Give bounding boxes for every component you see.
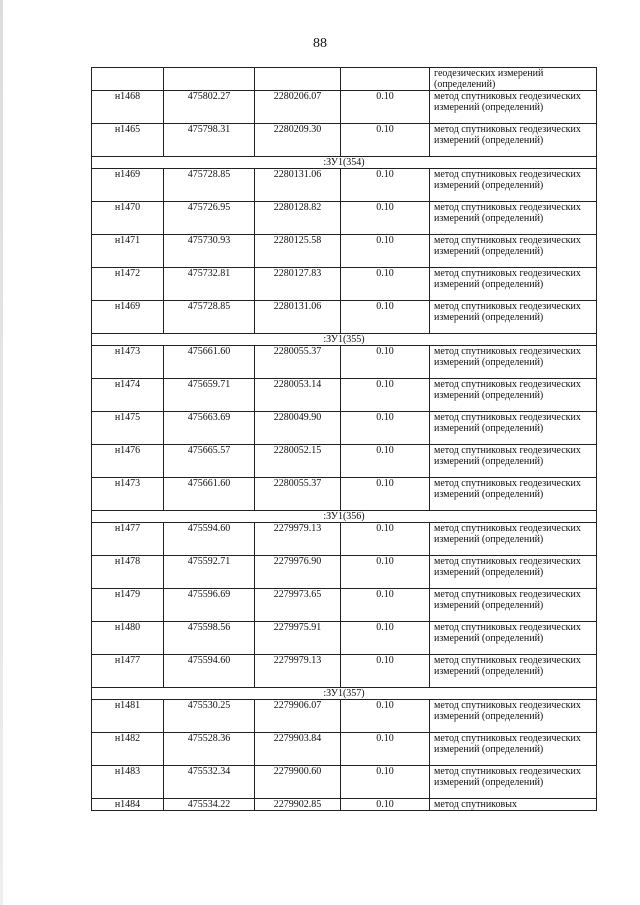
error-cell: 0.10 xyxy=(341,700,430,733)
x-cell xyxy=(164,68,255,91)
point-cell: н1475 xyxy=(92,412,164,445)
x-cell: 475661.60 xyxy=(164,478,255,511)
point-cell: н1469 xyxy=(92,169,164,202)
section-row xyxy=(92,157,597,169)
method-cell: метод спутниковых геодезических измерений (определений) xyxy=(430,235,597,268)
y-cell: 2280055.37 xyxy=(255,478,341,511)
x-cell: 475596.69 xyxy=(164,589,255,622)
error-cell: 0.10 xyxy=(341,556,430,589)
method-cell: метод спутниковых геодезических измерений (определений) xyxy=(430,346,597,379)
error-cell: 0.10 xyxy=(341,799,430,811)
table-row xyxy=(92,124,597,157)
continuation-row xyxy=(92,68,597,91)
y-cell: 2279906.07 xyxy=(255,700,341,733)
point-cell: н1473 xyxy=(92,478,164,511)
y-cell: 2279976.90 xyxy=(255,556,341,589)
x-cell: 475798.31 xyxy=(164,124,255,157)
y-cell: 2280055.37 xyxy=(255,346,341,379)
point-cell: н1478 xyxy=(92,556,164,589)
point-cell: н1484 xyxy=(92,799,164,811)
y-cell: 2280125.58 xyxy=(255,235,341,268)
section-label: :ЗУ1(356) xyxy=(92,511,597,523)
section-label: :ЗУ1(354) xyxy=(92,157,597,169)
table-row xyxy=(92,733,597,766)
y-cell: 2280052.15 xyxy=(255,445,341,478)
method-cell: метод спутниковых геодезических измерений (определений) xyxy=(430,523,597,556)
x-cell: 475598.56 xyxy=(164,622,255,655)
x-cell: 475532.34 xyxy=(164,766,255,799)
y-cell: 2279903.84 xyxy=(255,733,341,766)
point-cell: н1473 xyxy=(92,346,164,379)
point-cell: н1480 xyxy=(92,622,164,655)
point-cell: н1479 xyxy=(92,589,164,622)
point-cell: н1481 xyxy=(92,700,164,733)
x-cell: 475726.95 xyxy=(164,202,255,235)
coordinates-table-body xyxy=(92,68,597,811)
method-cell: метод спутниковых геодезических измерений (определений) xyxy=(430,766,597,799)
method-cell: метод спутниковых геодезических измерений (определений) xyxy=(430,202,597,235)
point-cell: н1472 xyxy=(92,268,164,301)
point-cell: н1477 xyxy=(92,523,164,556)
table-row xyxy=(92,91,597,124)
y-cell: 2279900.60 xyxy=(255,766,341,799)
section-label: :ЗУ1(357) xyxy=(92,688,597,700)
x-cell: 475592.71 xyxy=(164,556,255,589)
point-cell: н1470 xyxy=(92,202,164,235)
y-cell: 2279975.91 xyxy=(255,622,341,655)
x-cell: 475665.57 xyxy=(164,445,255,478)
y-cell xyxy=(255,68,341,91)
table-row xyxy=(92,622,597,655)
table-row xyxy=(92,478,597,511)
section-row xyxy=(92,688,597,700)
y-cell: 2280053.14 xyxy=(255,379,341,412)
method-cell: метод спутниковых геодезических измерений (определений) xyxy=(430,733,597,766)
point-cell: н1482 xyxy=(92,733,164,766)
section-row xyxy=(92,334,597,346)
point-cell: н1477 xyxy=(92,655,164,688)
method-cell: метод спутниковых xyxy=(430,799,597,811)
scan-edge xyxy=(0,0,3,905)
table-row xyxy=(92,766,597,799)
y-cell: 2280131.06 xyxy=(255,169,341,202)
error-cell: 0.10 xyxy=(341,91,430,124)
page-number: 88 xyxy=(313,36,327,51)
table-row xyxy=(92,235,597,268)
table-row xyxy=(92,523,597,556)
table-row xyxy=(92,379,597,412)
error-cell: 0.10 xyxy=(341,733,430,766)
error-cell: 0.10 xyxy=(341,379,430,412)
y-cell: 2279902.85 xyxy=(255,799,341,811)
table-row xyxy=(92,589,597,622)
error-cell: 0.10 xyxy=(341,169,430,202)
x-cell: 475730.93 xyxy=(164,235,255,268)
x-cell: 475802.27 xyxy=(164,91,255,124)
error-cell: 0.10 xyxy=(341,478,430,511)
error-cell: 0.10 xyxy=(341,622,430,655)
error-cell: 0.10 xyxy=(341,301,430,334)
y-cell: 2280209.30 xyxy=(255,124,341,157)
error-cell: 0.10 xyxy=(341,766,430,799)
table-row xyxy=(92,412,597,445)
method-cell: метод спутниковых геодезических измерений (определений) xyxy=(430,301,597,334)
y-cell: 2280206.07 xyxy=(255,91,341,124)
point-cell: н1483 xyxy=(92,766,164,799)
y-cell: 2279979.13 xyxy=(255,655,341,688)
x-cell: 475528.36 xyxy=(164,733,255,766)
x-cell: 475663.69 xyxy=(164,412,255,445)
error-cell: 0.10 xyxy=(341,268,430,301)
error-cell xyxy=(341,68,430,91)
y-cell: 2280127.83 xyxy=(255,268,341,301)
table-row xyxy=(92,301,597,334)
x-cell: 475732.81 xyxy=(164,268,255,301)
table-row xyxy=(92,799,597,811)
y-cell: 2280049.90 xyxy=(255,412,341,445)
method-cell: метод спутниковых геодезических измерений (определений) xyxy=(430,700,597,733)
x-cell: 475728.85 xyxy=(164,169,255,202)
method-cell: метод спутниковых геодезических измерений (определений) xyxy=(430,445,597,478)
error-cell: 0.10 xyxy=(341,346,430,379)
point-cell: н1465 xyxy=(92,124,164,157)
x-cell: 475661.60 xyxy=(164,346,255,379)
x-cell: 475594.60 xyxy=(164,655,255,688)
method-cell: геодезических измерений (определений) xyxy=(430,68,597,91)
y-cell: 2280131.06 xyxy=(255,301,341,334)
table-row xyxy=(92,445,597,478)
method-cell: метод спутниковых геодезических измерений (определений) xyxy=(430,169,597,202)
point-cell: н1469 xyxy=(92,301,164,334)
table-row xyxy=(92,202,597,235)
y-cell: 2279973.65 xyxy=(255,589,341,622)
table-row xyxy=(92,268,597,301)
section-label: :ЗУ1(355) xyxy=(92,334,597,346)
point-cell: н1474 xyxy=(92,379,164,412)
point-cell xyxy=(92,68,164,91)
table-row xyxy=(92,655,597,688)
method-cell: метод спутниковых геодезических измерений (определений) xyxy=(430,589,597,622)
error-cell: 0.10 xyxy=(341,202,430,235)
error-cell: 0.10 xyxy=(341,412,430,445)
x-cell: 475594.60 xyxy=(164,523,255,556)
method-cell: метод спутниковых геодезических измерений (определений) xyxy=(430,268,597,301)
y-cell: 2279979.13 xyxy=(255,523,341,556)
x-cell: 475659.71 xyxy=(164,379,255,412)
point-cell: н1476 xyxy=(92,445,164,478)
method-cell: метод спутниковых геодезических измерений (определений) xyxy=(430,556,597,589)
error-cell: 0.10 xyxy=(341,445,430,478)
y-cell: 2280128.82 xyxy=(255,202,341,235)
coordinates-table xyxy=(91,67,597,811)
method-cell: метод спутниковых геодезических измерений (определений) xyxy=(430,379,597,412)
error-cell: 0.10 xyxy=(341,124,430,157)
table-row xyxy=(92,700,597,733)
error-cell: 0.10 xyxy=(341,655,430,688)
method-cell: метод спутниковых геодезических измерений (определений) xyxy=(430,412,597,445)
point-cell: н1468 xyxy=(92,91,164,124)
table-row xyxy=(92,346,597,379)
section-row xyxy=(92,511,597,523)
error-cell: 0.10 xyxy=(341,235,430,268)
table-row xyxy=(92,556,597,589)
method-cell: метод спутниковых геодезических измерений (определений) xyxy=(430,124,597,157)
table-row xyxy=(92,169,597,202)
x-cell: 475530.25 xyxy=(164,700,255,733)
x-cell: 475728.85 xyxy=(164,301,255,334)
point-cell: н1471 xyxy=(92,235,164,268)
error-cell: 0.10 xyxy=(341,589,430,622)
method-cell: метод спутниковых геодезических измерений (определений) xyxy=(430,655,597,688)
method-cell: метод спутниковых геодезических измерений (определений) xyxy=(430,622,597,655)
error-cell: 0.10 xyxy=(341,523,430,556)
method-cell: метод спутниковых геодезических измерений (определений) xyxy=(430,478,597,511)
x-cell: 475534.22 xyxy=(164,799,255,811)
method-cell: метод спутниковых геодезических измерений (определений) xyxy=(430,91,597,124)
